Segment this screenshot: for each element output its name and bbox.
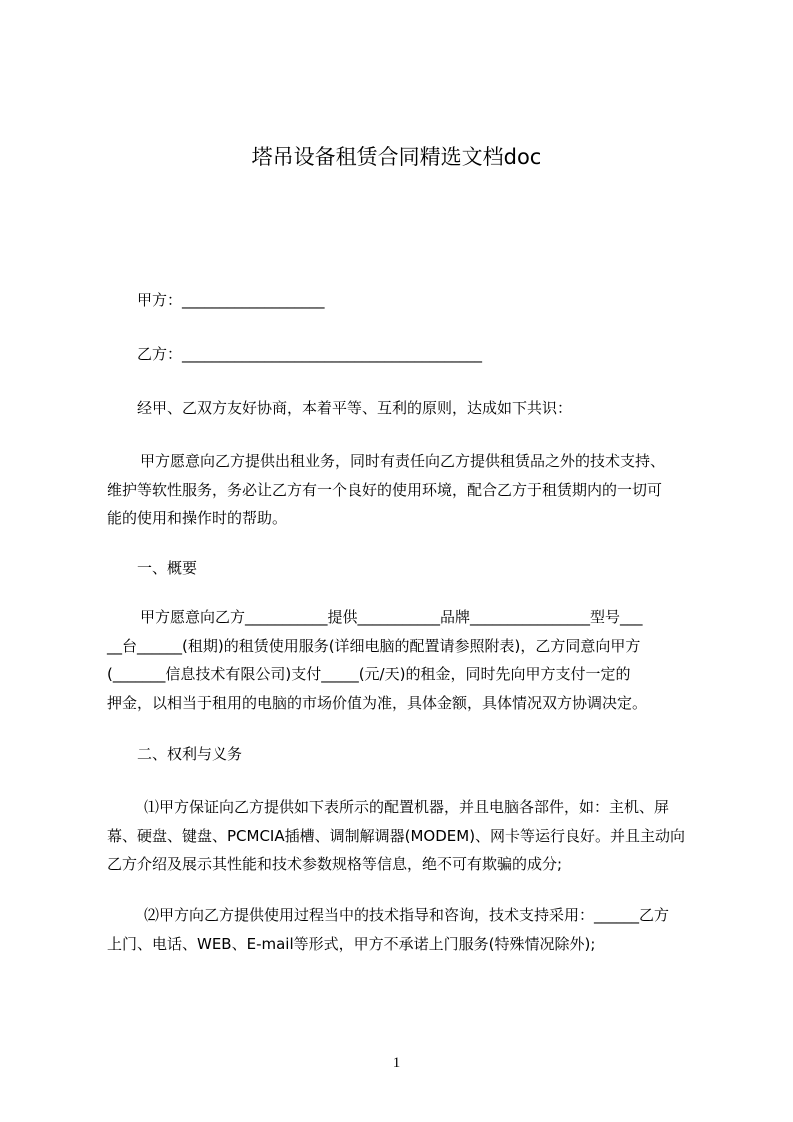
paragraph-clause-1 (107, 793, 685, 879)
document-title: 塔吊设备租赁合同精选文档doc (251, 145, 542, 169)
page-number: 1 (392, 1055, 401, 1071)
para-line: ⑵甲方向乙方提供使用过程当中的技术指导和咨询，技术支持采用：______乙方 (144, 906, 670, 924)
para-line: 能的使用和操作时的帮助。 (107, 509, 288, 527)
paragraph-clause-2 (107, 901, 669, 958)
para-line: 乙方介绍及展示其性能和技术参数规格等信息，绝不可有欺骗的成分; (107, 855, 563, 873)
paragraph-overview (107, 603, 647, 717)
party-b-line: 乙方：________________________________________ (137, 345, 483, 363)
section-heading-rights: 二、权利与义务 (137, 745, 243, 763)
para-line: __台______(租期)的租赁使用服务(详细电脑的配置请参照附表)，乙方同意向甲方 (107, 636, 641, 655)
para-line: ⑴甲方保证向乙方提供如下表所示的配置机器，并且电脑各部件，如：主机、屏 (144, 798, 670, 816)
para-line: 甲方愿意向乙方___________提供___________品牌________________型号___ (140, 608, 643, 626)
para-line: 幕、硬盘、键盘、PCMCIA插槽、调制解调器(MODEM)、网卡等运行良好。并且主动向 (107, 826, 686, 845)
para-line: 甲方愿意向乙方提供出租业务，同时有责任向乙方提供租赁品之外的技术支持、 (140, 452, 666, 470)
paragraph-service (107, 447, 665, 533)
para-line: 上门、电话、WEB、E-mail等形式，甲方不承诺上门服务(特殊情况除外); (107, 934, 596, 953)
party-a-line: 甲方：___________________ (137, 291, 325, 309)
para-line: 押金，以相当于租用的电脑的市场价值为准，具体金额，具体情况双方协调决定。 (107, 693, 648, 712)
para-line: (_______信息技术有限公司)支付_____(元/天)的租金，同时先向甲方支付一定的 (107, 665, 631, 683)
intro-text: 经甲、乙双方友好协商，本着平等、互利的原则，达成如下共识： (137, 399, 573, 417)
para-line: 维护等软性服务，务必让乙方有一个良好的使用环境，配合乙方于租赁期内的一切可 (107, 480, 663, 499)
section-heading-overview: 一、概要 (137, 559, 198, 577)
